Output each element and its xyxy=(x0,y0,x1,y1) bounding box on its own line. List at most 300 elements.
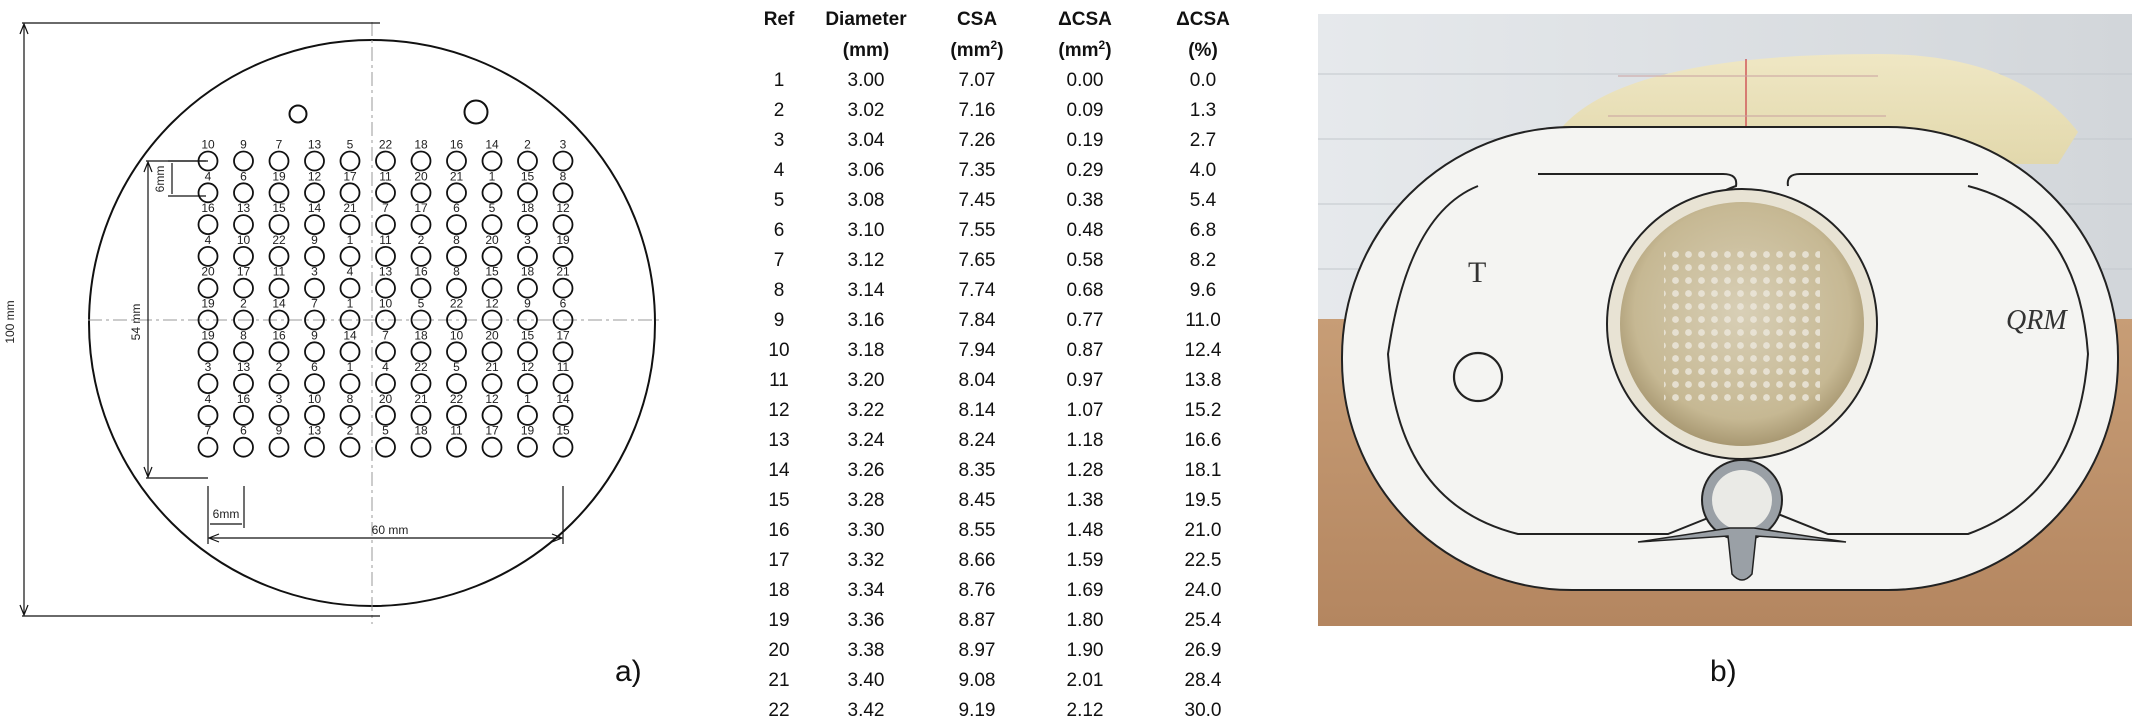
grid-hole xyxy=(412,215,431,234)
grid-hole xyxy=(447,279,466,298)
grid-hole xyxy=(305,438,324,457)
grid-hole xyxy=(412,152,431,171)
diameter-table xyxy=(750,4,1266,726)
grid-hole xyxy=(518,438,537,457)
cell-delta-csa: 0.87 xyxy=(1066,340,1104,361)
cell-delta-csa: 1.38 xyxy=(1066,490,1104,511)
grid-hole-ref-label: 9 xyxy=(311,232,318,247)
cell-diameter: 3.26 xyxy=(847,460,885,481)
grid-hole xyxy=(341,247,360,266)
cell-ref: 16 xyxy=(768,520,790,541)
grid-hole-ref-label: 5 xyxy=(382,423,389,438)
grid-hole-ref-label: 9 xyxy=(311,328,318,343)
grid-hole-ref-label: 1 xyxy=(346,296,354,311)
grid-hole-ref-label: 8 xyxy=(346,391,354,406)
cell-csa: 8.24 xyxy=(958,430,996,451)
cell-delta-csa-percent: 22.5 xyxy=(1184,550,1222,571)
grid-hole-ref-label: 6 xyxy=(453,201,460,216)
cell-delta-csa-percent: 12.4 xyxy=(1184,340,1222,361)
grid-hole xyxy=(234,406,253,425)
cell-delta-csa-percent: 30.0 xyxy=(1184,700,1222,721)
table-header-row xyxy=(750,4,1266,35)
grid-hole-ref-label: 8 xyxy=(453,232,460,247)
grid-hole-ref-label: 18 xyxy=(414,137,428,152)
grid-hole xyxy=(518,183,537,202)
grid-hole xyxy=(270,279,289,298)
grid-hole xyxy=(376,342,395,361)
grid-hole-ref-label: 4 xyxy=(204,391,212,406)
grid-hole-ref-label: 17 xyxy=(485,423,499,438)
table-row xyxy=(750,696,1266,726)
cell-delta-csa-percent: 8.2 xyxy=(1189,250,1217,271)
dimension-6mm-horizontal-label: 6mm xyxy=(212,507,240,521)
cell-ref: 11 xyxy=(769,370,789,391)
grid-hole-ref-label: 15 xyxy=(520,169,535,184)
grid-hole-ref-label: 13 xyxy=(236,360,251,375)
grid-hole-ref-label: 11 xyxy=(272,264,286,279)
grid-hole xyxy=(518,374,537,393)
table-row xyxy=(750,516,1266,546)
cell-csa: 7.74 xyxy=(958,280,996,301)
grid-hole xyxy=(199,406,218,425)
grid-hole xyxy=(412,183,431,202)
grid-hole-ref-label: 18 xyxy=(414,328,428,343)
registration-hole-large xyxy=(465,101,488,124)
grid-hole-ref-label: 22 xyxy=(449,296,464,311)
grid-hole-ref-label: 7 xyxy=(382,201,389,216)
cell-ref: 13 xyxy=(768,430,790,451)
cell-csa: 8.97 xyxy=(958,640,996,661)
cell-csa: 7.26 xyxy=(958,130,996,151)
grid-hole xyxy=(412,342,431,361)
cell-csa: 8.45 xyxy=(958,490,996,511)
grid-hole-ref-label: 20 xyxy=(378,391,393,406)
grid-hole xyxy=(483,438,502,457)
table-row xyxy=(750,636,1266,666)
grid-hole-ref-label: 12 xyxy=(520,360,535,375)
grid-hole-ref-label: 5 xyxy=(453,360,460,375)
grid-hole-ref-label: 8 xyxy=(559,169,567,184)
cell-delta-csa-percent: 0.0 xyxy=(1189,70,1217,91)
grid-hole-ref-label: 6 xyxy=(240,423,247,438)
grid-hole-ref-label: 7 xyxy=(275,137,283,152)
grid-hole-ref-label: 1 xyxy=(524,391,531,406)
grid-hole-ref-label: 1 xyxy=(346,360,354,375)
cell-ref: 15 xyxy=(768,490,790,511)
grid-hole xyxy=(199,438,218,457)
cell-diameter: 3.34 xyxy=(847,580,885,601)
grid-hole-ref-label: 4 xyxy=(204,232,212,247)
cell-ref: 20 xyxy=(768,640,790,661)
grid-hole xyxy=(518,152,537,171)
grid-hole xyxy=(234,183,253,202)
grid-hole-ref-label: 1 xyxy=(488,169,496,184)
table-row xyxy=(750,186,1266,216)
cell-csa: 7.35 xyxy=(958,160,996,181)
cell-delta-csa: 1.18 xyxy=(1066,430,1104,451)
grid-hole-ref-label: 13 xyxy=(378,264,393,279)
cell-delta-csa-percent: 18.1 xyxy=(1184,460,1222,481)
cell-delta-csa-percent: 28.4 xyxy=(1184,670,1222,691)
cell-diameter: 3.32 xyxy=(847,550,885,571)
grid-hole-ref-label: 17 xyxy=(236,264,251,279)
grid-hole-ref-label: 11 xyxy=(450,423,463,438)
grid-hole-ref-label: 8 xyxy=(453,264,460,279)
grid-hole xyxy=(234,342,253,361)
cell-delta-csa: 0.77 xyxy=(1066,310,1104,331)
grid-hole xyxy=(447,374,466,393)
cell-delta-csa: 0.68 xyxy=(1066,280,1104,301)
grid-hole xyxy=(234,279,253,298)
registration-hole-small xyxy=(290,106,307,123)
grid-hole-ref-label: 2 xyxy=(346,423,354,438)
grid-hole-ref-label: 14 xyxy=(485,137,499,152)
cell-diameter: 3.40 xyxy=(847,670,885,691)
cell-ref: 22 xyxy=(768,700,790,721)
cell-delta-csa-percent: 1.3 xyxy=(1189,100,1217,121)
cell-csa: 7.16 xyxy=(958,100,996,121)
grid-hole-ref-label: 12 xyxy=(307,169,322,184)
cell-csa: 8.55 xyxy=(958,520,996,541)
header-csa: CSA xyxy=(956,8,998,30)
grid-hole xyxy=(447,406,466,425)
cell-ref: 17 xyxy=(768,550,790,571)
cell-delta-csa: 1.07 xyxy=(1066,400,1104,421)
grid-hole-ref-label: 16 xyxy=(414,264,428,279)
cell-csa: 7.07 xyxy=(958,70,996,91)
table-row xyxy=(750,96,1266,126)
grid-hole-ref-label: 2 xyxy=(417,232,425,247)
grid-hole-ref-label: 5 xyxy=(417,296,425,311)
grid-hole xyxy=(341,183,360,202)
grid-hole xyxy=(341,374,360,393)
cell-diameter: 3.00 xyxy=(847,70,885,91)
grid-hole-ref-label: 10 xyxy=(236,232,251,247)
grid-hole-ref-label: 14 xyxy=(556,391,570,406)
grid-hole-ref-label: 8 xyxy=(240,328,247,343)
grid-hole xyxy=(234,152,253,171)
grid-hole-ref-label: 4 xyxy=(382,360,389,375)
cell-ref: 3 xyxy=(773,130,785,151)
grid-hole xyxy=(554,342,573,361)
unit-delta-csa-percent: (%) xyxy=(1188,39,1218,61)
grid-hole-ref-label: 20 xyxy=(414,169,428,184)
grid-hole-ref-label: 14 xyxy=(272,296,286,311)
grid-hole xyxy=(412,374,431,393)
grid-hole xyxy=(483,183,502,202)
grid-hole-ref-label: 12 xyxy=(485,391,499,406)
cell-delta-csa-percent: 6.8 xyxy=(1189,220,1217,241)
grid-hole xyxy=(234,438,253,457)
grid-hole xyxy=(199,183,218,202)
cell-diameter: 3.28 xyxy=(847,490,885,511)
cell-diameter: 3.20 xyxy=(847,370,885,391)
grid-hole-ref-label: 21 xyxy=(414,391,428,406)
cell-delta-csa-percent: 15.2 xyxy=(1184,400,1222,421)
grid-hole xyxy=(447,215,466,234)
cell-csa: 7.94 xyxy=(958,340,996,361)
cell-diameter: 3.16 xyxy=(847,310,885,331)
dimension-100mm-label: 100 mm xyxy=(3,300,17,344)
grid-hole xyxy=(199,215,218,234)
cell-delta-csa: 1.48 xyxy=(1066,520,1104,541)
table-row xyxy=(750,366,1266,396)
cell-csa: 8.14 xyxy=(958,400,996,421)
cell-delta-csa: 0.97 xyxy=(1066,370,1104,391)
cell-diameter: 3.30 xyxy=(847,520,885,541)
table-row xyxy=(750,576,1266,606)
grid-hole-ref-label: 9 xyxy=(240,137,247,152)
cell-csa: 7.84 xyxy=(958,310,996,331)
grid-hole-ref-label: 17 xyxy=(414,201,428,216)
grid-hole-ref-label: 18 xyxy=(520,201,535,216)
grid-hole xyxy=(376,438,395,457)
grid-hole xyxy=(554,279,573,298)
cell-delta-csa-percent: 13.8 xyxy=(1184,370,1222,391)
grid-hole-ref-label: 3 xyxy=(204,360,212,375)
cell-delta-csa-percent: 16.6 xyxy=(1184,430,1222,451)
grid-hole-ref-label: 18 xyxy=(520,264,535,279)
cell-ref: 1 xyxy=(773,70,785,91)
grid-hole xyxy=(341,406,360,425)
hole-grid xyxy=(199,138,573,457)
cell-delta-csa: 1.69 xyxy=(1066,580,1104,601)
cell-csa: 9.19 xyxy=(958,700,996,721)
grid-hole xyxy=(234,247,253,266)
grid-hole-ref-label: 17 xyxy=(343,169,357,184)
cell-ref: 2 xyxy=(773,100,785,121)
table-row xyxy=(750,216,1266,246)
cell-delta-csa-percent: 21.0 xyxy=(1184,520,1222,541)
table-row xyxy=(750,246,1266,276)
grid-hole-ref-label: 13 xyxy=(307,137,322,152)
table-row xyxy=(750,456,1266,486)
grid-hole xyxy=(341,215,360,234)
grid-hole-ref-label: 15 xyxy=(272,201,286,216)
grid-hole-ref-label: 15 xyxy=(520,328,535,343)
grid-hole xyxy=(341,342,360,361)
cell-delta-csa-percent: 5.4 xyxy=(1189,190,1217,211)
unit-csa: $(mm^2)$ xyxy=(950,37,1004,61)
cell-csa: 7.55 xyxy=(958,220,996,241)
cell-diameter: 3.22 xyxy=(847,400,885,421)
grid-hole xyxy=(518,342,537,361)
grid-hole xyxy=(412,279,431,298)
grid-hole xyxy=(554,183,573,202)
grid-hole xyxy=(376,406,395,425)
grid-hole xyxy=(270,406,289,425)
grid-hole xyxy=(270,438,289,457)
caption-b: b) xyxy=(1710,655,1737,688)
grid-hole xyxy=(412,247,431,266)
grid-hole-ref-label: 14 xyxy=(343,328,357,343)
phantom-photo xyxy=(1318,14,2132,626)
cell-ref: 4 xyxy=(773,160,785,181)
grid-hole-ref-label: 21 xyxy=(449,169,464,184)
grid-hole xyxy=(270,342,289,361)
cell-delta-csa: 1.80 xyxy=(1066,610,1104,631)
grid-hole xyxy=(554,438,573,457)
grid-hole xyxy=(341,152,360,171)
grid-hole xyxy=(376,247,395,266)
grid-hole-ref-label: 22 xyxy=(414,360,428,375)
cell-diameter: 3.18 xyxy=(847,340,885,361)
grid-hole xyxy=(554,247,573,266)
grid-hole xyxy=(447,152,466,171)
grid-hole-ref-label: 12 xyxy=(485,296,499,311)
grid-hole-ref-label: 18 xyxy=(414,423,428,438)
table-unit-row xyxy=(750,35,1266,66)
cell-diameter: 3.14 xyxy=(847,280,885,301)
table-row xyxy=(750,486,1266,516)
grid-hole xyxy=(447,342,466,361)
grid-hole xyxy=(483,215,502,234)
cell-ref: 12 xyxy=(768,400,790,421)
grid-hole-ref-label: 21 xyxy=(556,264,570,279)
grid-hole xyxy=(305,152,324,171)
cell-ref: 19 xyxy=(768,610,790,631)
grid-hole xyxy=(376,279,395,298)
handwritten-mark: T xyxy=(1468,256,1487,289)
cell-csa: 7.65 xyxy=(958,250,996,271)
unit-delta-csa: $(mm^2)$ xyxy=(1058,37,1112,61)
cell-csa: 8.04 xyxy=(958,370,996,391)
grid-hole-ref-label: 4 xyxy=(346,264,354,279)
grid-hole xyxy=(305,342,324,361)
cell-diameter: 3.06 xyxy=(847,160,885,181)
grid-hole-ref-label: 6 xyxy=(559,296,567,311)
grid-hole-ref-label: 11 xyxy=(556,360,570,375)
table-row xyxy=(750,66,1266,96)
grid-hole xyxy=(199,342,218,361)
grid-hole-ref-label: 22 xyxy=(378,137,393,152)
grid-hole xyxy=(199,374,218,393)
grid-hole-ref-label: 19 xyxy=(272,169,286,184)
cell-delta-csa-percent: 11.0 xyxy=(1185,310,1221,331)
cell-delta-csa: 0.00 xyxy=(1066,70,1104,91)
grid-hole xyxy=(199,247,218,266)
cell-ref: 6 xyxy=(773,220,785,241)
grid-hole xyxy=(412,406,431,425)
grid-hole xyxy=(447,438,466,457)
grid-hole-ref-label: 19 xyxy=(556,232,570,247)
grid-hole xyxy=(518,215,537,234)
grid-hole-ref-label: 5 xyxy=(346,137,354,152)
cell-delta-csa: 1.59 xyxy=(1066,550,1104,571)
table-row xyxy=(750,156,1266,186)
grid-hole xyxy=(234,374,253,393)
grid-hole xyxy=(554,374,573,393)
grid-hole-ref-label: 15 xyxy=(485,264,499,279)
cell-delta-csa-percent: 26.9 xyxy=(1184,640,1222,661)
grid-hole-ref-label: 7 xyxy=(204,423,212,438)
grid-hole-ref-label: 10 xyxy=(201,137,215,152)
dimension-54mm-label: 54 mm xyxy=(129,303,143,341)
cell-diameter: 3.24 xyxy=(847,430,885,451)
table-row xyxy=(750,396,1266,426)
grid-hole xyxy=(554,215,573,234)
phantom-peg-grid xyxy=(1664,246,1820,402)
cell-delta-csa: 1.28 xyxy=(1066,460,1104,481)
grid-hole-ref-label: 17 xyxy=(556,328,570,343)
grid-hole-ref-label: 9 xyxy=(524,296,531,311)
grid-hole xyxy=(483,342,502,361)
grid-hole xyxy=(270,183,289,202)
cell-ref: 14 xyxy=(768,460,790,481)
grid-hole-ref-label: 3 xyxy=(559,137,567,152)
grid-hole xyxy=(341,438,360,457)
cell-csa: 7.45 xyxy=(958,190,996,211)
grid-hole xyxy=(270,374,289,393)
grid-hole xyxy=(305,374,324,393)
unit-diameter: (mm) xyxy=(842,39,890,61)
cell-delta-csa: 0.19 xyxy=(1066,130,1104,151)
grid-hole-ref-label: 10 xyxy=(307,391,322,406)
grid-hole-ref-label: 13 xyxy=(236,201,251,216)
cell-delta-csa: 0.09 xyxy=(1066,100,1104,121)
cell-ref: 5 xyxy=(773,190,785,211)
cell-diameter: 3.04 xyxy=(847,130,885,151)
cell-csa: 8.87 xyxy=(958,610,996,631)
header-delta-csa-percent: ΔCSA xyxy=(1176,8,1230,30)
grid-hole-ref-label: 20 xyxy=(485,328,499,343)
grid-hole xyxy=(554,152,573,171)
grid-hole-ref-label: 16 xyxy=(201,201,215,216)
grid-hole-ref-label: 19 xyxy=(201,328,215,343)
cell-delta-csa-percent: 19.5 xyxy=(1184,490,1222,511)
grid-hole-ref-label: 5 xyxy=(488,201,496,216)
grid-hole-ref-label: 11 xyxy=(379,169,392,184)
cell-delta-csa-percent: 4.0 xyxy=(1189,160,1217,181)
grid-hole xyxy=(305,183,324,202)
grid-hole-ref-label: 22 xyxy=(449,391,464,406)
grid-hole xyxy=(376,215,395,234)
grid-hole-ref-label: 10 xyxy=(449,328,464,343)
table-row xyxy=(750,546,1266,576)
cell-delta-csa: 2.01 xyxy=(1066,670,1104,691)
cell-ref: 10 xyxy=(768,340,790,361)
grid-hole-ref-label: 21 xyxy=(485,360,499,375)
header-ref: Ref xyxy=(763,8,795,30)
grid-hole-ref-label: 3 xyxy=(275,391,283,406)
cell-delta-csa-percent: 9.6 xyxy=(1189,280,1217,301)
grid-hole xyxy=(305,247,324,266)
grid-hole xyxy=(305,279,324,298)
caption-a: a) xyxy=(615,655,642,688)
header-diameter: Diameter xyxy=(825,8,907,30)
cell-diameter: 3.02 xyxy=(847,100,885,121)
grid-hole xyxy=(234,215,253,234)
grid-hole-ref-label: 3 xyxy=(524,232,531,247)
cell-ref: 21 xyxy=(768,670,790,691)
grid-hole xyxy=(518,279,537,298)
grid-hole xyxy=(518,406,537,425)
cell-diameter: 3.12 xyxy=(847,250,885,271)
cell-delta-csa-percent: 2.7 xyxy=(1189,130,1217,151)
grid-hole-ref-label: 21 xyxy=(343,201,357,216)
grid-hole-ref-label: 12 xyxy=(556,201,570,216)
grid-hole xyxy=(305,215,324,234)
dimension-60mm-label: 60 mm xyxy=(371,523,409,537)
grid-hole xyxy=(483,406,502,425)
cell-delta-csa: 1.90 xyxy=(1066,640,1104,661)
grid-hole-ref-label: 16 xyxy=(272,328,286,343)
table-row xyxy=(750,306,1266,336)
table-row xyxy=(750,606,1266,636)
table-row xyxy=(750,276,1266,306)
cell-delta-csa: 0.58 xyxy=(1066,250,1104,271)
cell-diameter: 3.36 xyxy=(847,610,885,631)
